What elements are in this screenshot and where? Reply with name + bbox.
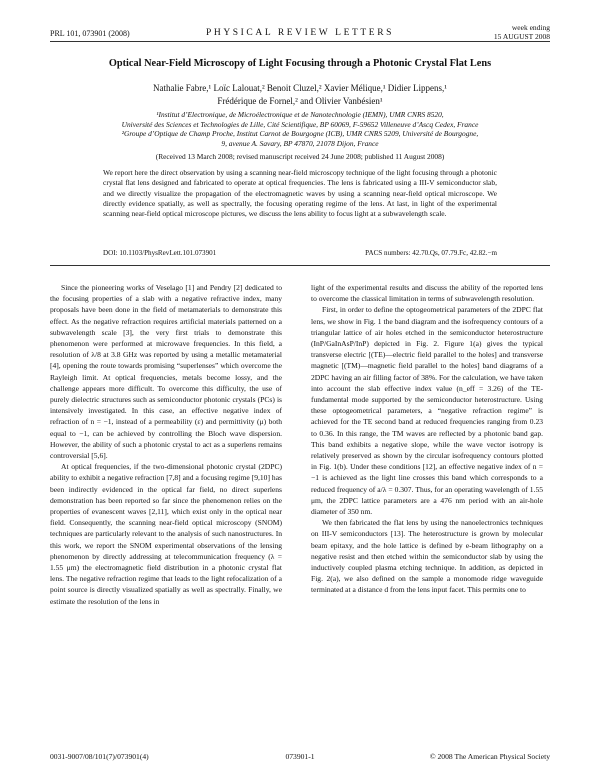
- affiliation-1: ¹Institut d’Electronique, de Microélectronique et de Nanotechnologie (IEMN), UMR CNRS 8520,: [156, 110, 444, 119]
- journal-name: PHYSICAL REVIEW LETTERS: [205, 28, 395, 38]
- paragraph: First, in order to define the optogeometrical parameters of the 2DPC flat lens, we show in Fig. 1 the band diagram and the isofrequency contours of a triangular lattice of air holes etched in the semiconductor heterostructure (InP/GaInAsP/InP) depicted in Fig. 2. Figure 1(a) gives the typical transverse electric [(TE)—electric field parallel to the holes] and transverse magnetic [(TM)—magnetic field parallel to the holes] band diagrams of a 2DPC having an air filling factor of 38%. For the calculation, we have taken into account the slab effective index value (n_eff = 3.26) of the TE-fundamental mode supported by the semiconductor heterostructure. Using these optogeometrical parameters, a “negative refraction regime” is achieved for the TE second band at reduced frequencies ranging from 0.23 to 0.36. In this range, the TM waves are reflected by a photonic band gap. This band exhibits a negative slope, while the wave vector isotropy is relatively preserved as shown by the circular isofrequency contours plotted in Fig. 1(b). Under these conditions [12], an effective negative index of n = −1 is achieved as the light line crosses this band which corresponds to a reduced frequency of a/λ = 0.307. Thus, for an operating wavelength of 1.55 μm, the 2DPC lattice parameters are a 476 nm period with an air-hole diameter of 350 nm.: [311, 305, 543, 517]
- week-ending-date: 15 AUGUST 2008: [493, 32, 550, 41]
- affiliation-2-address: 9, avenue A. Savary, BP 47870, 21078 Dijon, France: [221, 138, 379, 148]
- paragraph: light of the experimental results and discuss the ability of the reported lens to overcome the classical limitation in terms of subwavelength resolution.: [311, 283, 543, 304]
- footer-code: 0031-9007/08/101(7)/073901(4): [50, 752, 149, 761]
- abstract: We report here the direct observation by using a scanning near-field microscopy technique of the light focusing through a photonic crystal flat lens designed and fabricated to operate at optical frequencies. The lens is fabricated using a III-V semiconductor slab, and we directly visualize the propagation of the electromagnetic waves by using a scanning near-field optical microscope. We directly evidence spatially, as well as spectrally, the focusing operating regime of the lens. At last, in light of the experimental scanning near-field optical microscope pictures, we discuss the lens ability to focus light at a subwavelength scale.: [103, 168, 497, 219]
- paragraph: At optical frequencies, if the two-dimensional photonic crystal (2DPC) ability to exhibit a negative refraction [7,8] and a focusing regime [9,10] has been indirectly evidenced in the optical far field, no direct superlens demonstration has been reported so far since the phenomenon relies on the properties of evanescent waves [2,11], which exist only in the optical near field. Consequently, the scanning near-field optical microscopy (SNOM) techniques are particularly relevant to the analysis of such nanostructures. In this work, we report the SNOM experimental observations of the lensing phenomenon by directly addressing at telecommunication frequency (λ = 1.55 μm) the electromagnetic field distribution in a photonic crystal flat lens. The negative refraction regime that leads to the light refocalization of a point source is directly visualized spatially as well as spectrally. Finally, we estimate the resolution of the lens in: [50, 462, 282, 606]
- body-column-left: [50, 282, 282, 607]
- header-rule: [50, 41, 550, 42]
- doi-link[interactable]: DOI: 10.1103/PhysRevLett.101.073901: [103, 249, 217, 257]
- body-column-right: [311, 282, 543, 596]
- page-number: 073901-1: [285, 752, 315, 761]
- paragraph: Since the pioneering works of Veselago [1] and Pendry [2] dedicated to the focusing properties of a slab with a negative refractive index, many proposals have been done in the field of metamaterials to demonstrate this effect. As the negative refraction requires artificial materials patterned on a subwavelength scale [3], the very first trials to demonstrate this phenomenon were performed at microwave frequencies. In this field, a resolution of λ/8 at 3.8 GHz was reported by using a metallic metamaterial [4], opening the route towards promising “superlenses” which overcome the Rayleigh limit. At optical frequencies, metals become lossy, and the challenge appears more difficult. To overcome this difficulty, the use of purely dielectric structures such as semiconductor photonic crystals (PCs) is intensively investigated. In this case, an effective negative index of refraction of n = −1, instead of a permeability (ε) and permittivity (μ) both equal to −1, can be achieved by controlling the Bloch wave dispersion. However, the ability of such a photonic crystal to act as a superlens remains controversial [5,6].: [50, 283, 282, 461]
- author-list: [80, 82, 520, 108]
- running-header: [50, 25, 550, 41]
- abstract-rule: [50, 265, 550, 266]
- authors-line-1: Nathalie Fabre,¹ Loïc Lalouat,² Benoit Cluzel,² Xavier Mélique,¹ Didier Lippens,¹: [153, 83, 447, 93]
- article-metadata: [103, 249, 497, 261]
- week-ending-label: week ending: [511, 23, 550, 32]
- copyright: © 2008 The American Physical Society: [429, 752, 550, 761]
- pacs-numbers: PACS numbers: 42.70.Qs, 07.79.Fc, 42.82.−m: [365, 249, 497, 257]
- affiliations: [70, 110, 530, 148]
- affiliation-2: ²Groupe d’Optique de Champ Proche, Institut Carnot de Bourgogne (ICB), UMR CNRS 5209, Université de Bourgogne,: [121, 129, 479, 139]
- paragraph: We then fabricated the flat lens by using the nanoelectronics techniques on III-V semiconductors [13]. The heterostructure is grown by molecular beam epitaxy, and the hole lattice is defined by e-beam lithography on a negative resist and then etched within the semiconductor slab by using the inductively coupled plasma etching technique. In addition, as depicted in Fig. 2(a), we also defined on the sample a monomode ridge waveguide terminated at a distance d from the lens input facet. This permits one to: [311, 518, 543, 595]
- paper-title: Optical Near-Field Microscopy of Light Focusing through a Photonic Crystal Flat Lens: [108, 58, 492, 69]
- issue-date: [494, 23, 550, 41]
- affiliation-1-address: Université des Sciences et Technologies de Lille, Cité Scientifique, BP 60069, F-59652 Villeneuve d’Ascq Cedex, France: [121, 119, 479, 129]
- journal-reference: PRL 101, 073901 (2008): [50, 29, 130, 38]
- received-dates: (Received 13 March 2008; revised manuscript received 24 June 2008; published 11 August 2008): [155, 152, 445, 161]
- page-footer: [50, 752, 550, 764]
- authors-line-2: Frédérique de Fornel,² and Olivier Vanbésien¹: [217, 96, 383, 106]
